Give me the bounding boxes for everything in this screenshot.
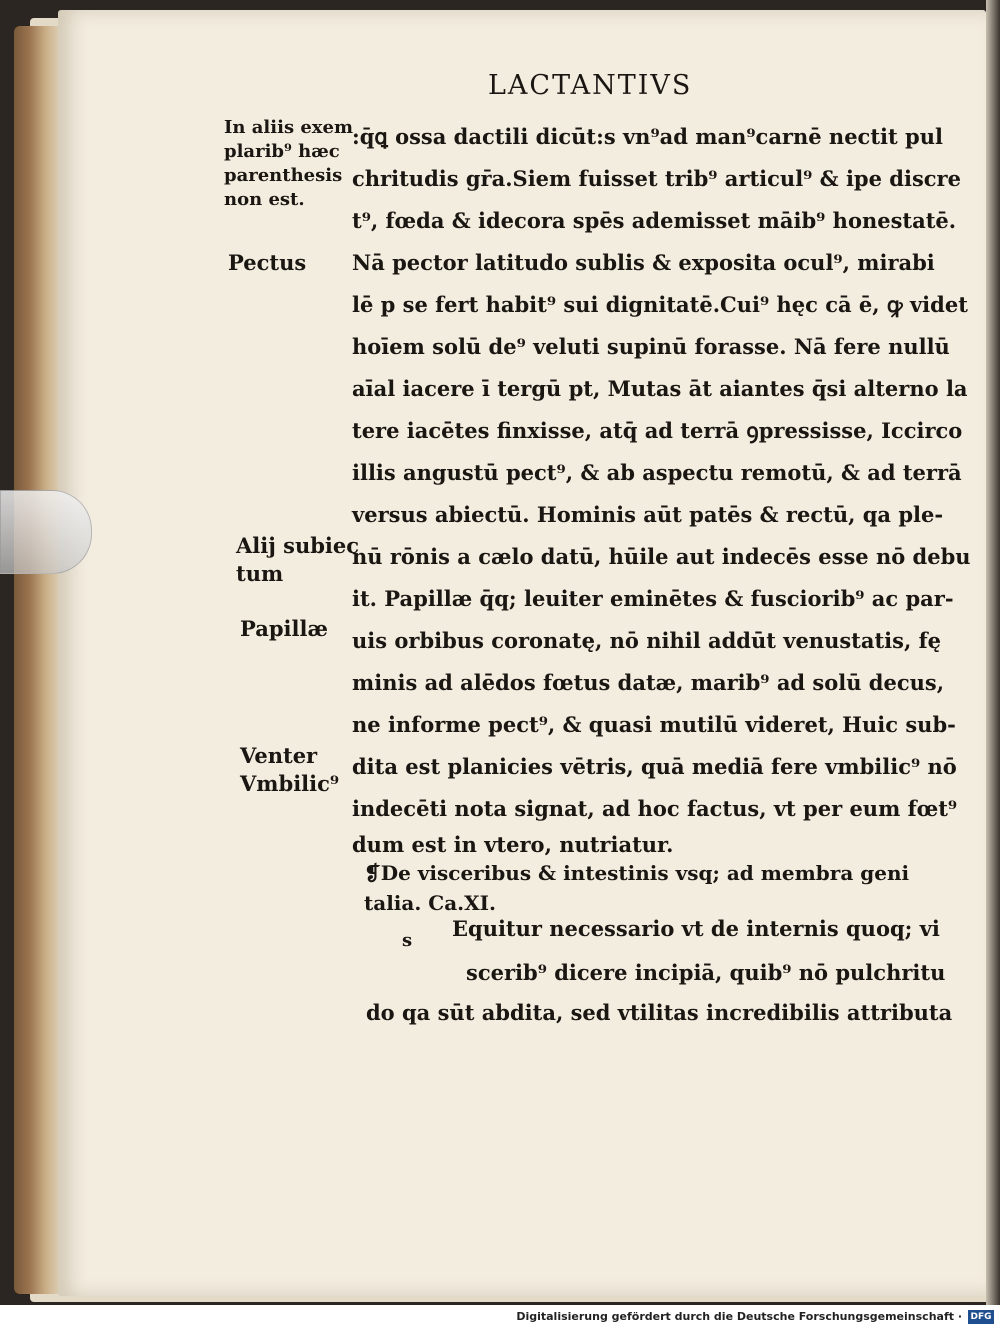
marginal-line: Venter — [240, 743, 318, 768]
marginal-line: non est. — [224, 189, 305, 210]
marginal-line: plarib⁹ hæc — [224, 141, 340, 162]
text-line: it. Papillæ q̄q; leuiter eminētes & fusciorib⁹ ac par- — [352, 586, 954, 611]
guide-letter: s — [402, 930, 413, 951]
chapter-text-line: Equitur necessario vt de internis quoq; vi — [452, 916, 940, 941]
marginal-note-venter — [240, 742, 339, 798]
chapter-heading-line: ❡De visceribus & intestinis vsq; ad membra geni — [364, 861, 910, 885]
text-line: nū rōnis a cælo datū, hūile aut indecēs esse nō debu — [352, 544, 971, 569]
chapter-text-line: do qa sūt abdita, sed vtilitas incredibilis attributa — [366, 1000, 953, 1025]
text-line: illis angustū pect⁹, & ab aspectu remotū, & ad terrā — [352, 460, 962, 485]
dfg-logo: DFG — [968, 1310, 994, 1324]
footer-bar — [0, 1305, 1000, 1329]
chapter-text-line: scerib⁹ dicere incipiā, quib⁹ nō pulchritu — [466, 960, 946, 985]
chapter-heading-line: talia. Ca.XI. — [364, 891, 496, 915]
text-line: dita est planicies vētris, quā mediā fere vmbilic⁹ nō — [352, 754, 957, 779]
marginal-note-pectus: Pectus — [228, 250, 307, 275]
text-line: indecēti nota signat, ad hoc factus, vt per eum fœt⁹ — [352, 796, 958, 821]
marginal-note-papillae: Papillæ — [240, 616, 328, 641]
text-line: ne informe pect⁹, & quasi mutilū videret, Huic sub- — [352, 712, 956, 737]
marginal-line: parenthesis — [224, 165, 343, 186]
page-clip — [0, 490, 92, 574]
text-line: lē p se fert habit⁹ sui dignitatē.Cui⁹ hęc cā ē, ꝙ videt — [352, 292, 968, 317]
marginal-line: Vmbilic⁹ — [240, 771, 340, 796]
text-line: dum est in vtero, nutriatur. — [352, 832, 674, 857]
text-line: Nā pector latitudo sublis & exposita ocul⁹, mirabi — [352, 250, 935, 275]
text-line: :q̄ꝗ ossa dactili dicūt:s vn⁹ad man⁹carnē nectit pul — [352, 124, 943, 149]
text-line: uis orbibus coronatę, nō nihil addūt venustatis, fę — [352, 628, 941, 653]
body-text — [352, 116, 971, 860]
marginal-note-parenthesis — [224, 116, 353, 212]
chapter-heading — [364, 858, 909, 918]
text-line: hoīem solū de⁹ veluti supinū forasse. Nā fere nullū — [352, 334, 950, 359]
marginal-line: In aliis exem — [224, 117, 354, 138]
running-head: LACTANTIVS — [488, 70, 693, 101]
text-line: chritudis gr̄a.Siem fuisset trib⁹ articul⁹ & ipe discre — [352, 166, 961, 191]
text-line: t⁹, fœda & idecora spēs ademisset māib⁹ honestatē. — [352, 208, 957, 233]
footer-credit: Digitalisierung gefördert durch die Deutsche Forschungsgemeinschaft · — [516, 1310, 962, 1323]
marginal-line: tum — [236, 561, 284, 586]
text-line: versus abiectū. Hominis aūt patēs & rectū, qa ple- — [352, 502, 944, 527]
text-line: minis ad alēdos fœtus datæ, marib⁹ ad solū decus, — [352, 670, 945, 695]
marginal-note-alij — [236, 532, 359, 588]
text-line: aīal iacere ī tergū pt, Mutas āt aiantes q̄si alterno la — [352, 376, 968, 401]
marginal-line: Alij subiec — [236, 533, 360, 558]
scan-edge-shadow — [986, 0, 1000, 1305]
text-line: tere iacētes finxisse, atq̄ ad terrā ꝯpressisse, Iccirco — [352, 418, 963, 443]
